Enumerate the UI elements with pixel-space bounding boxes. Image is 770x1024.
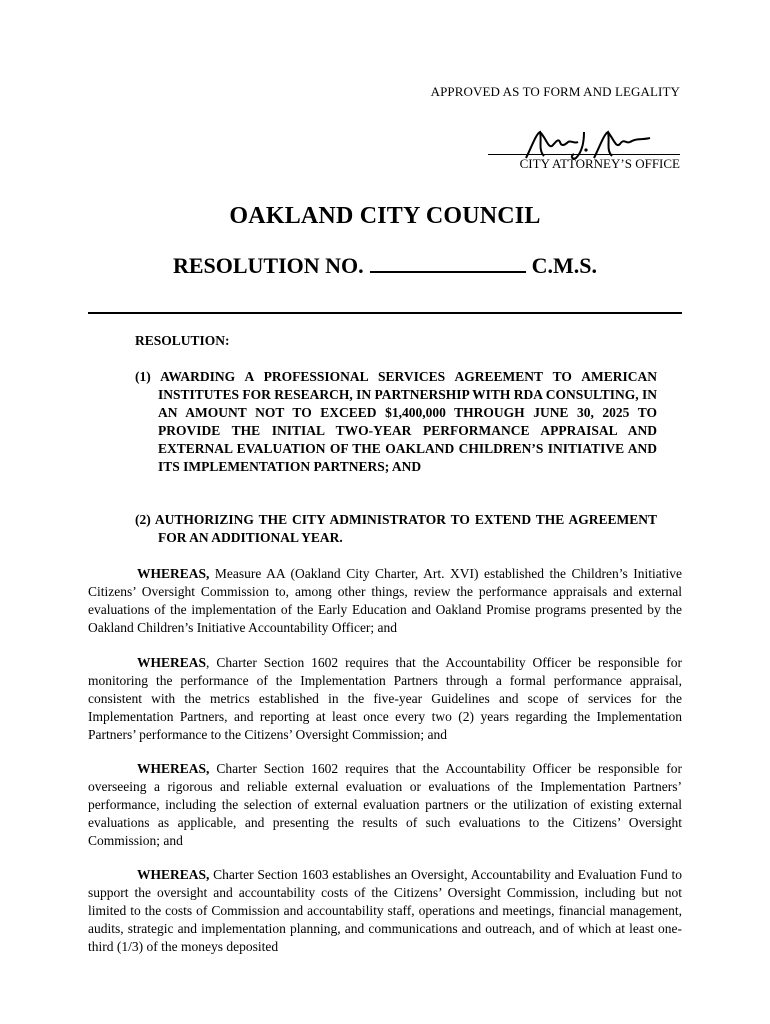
approval-statement: APPROVED AS TO FORM AND LEGALITY <box>430 84 680 99</box>
city-attorney-office: CITY ATTORNEY’S OFFICE <box>519 156 680 171</box>
whereas-paragraph <box>88 565 682 637</box>
council-title: OAKLAND CITY COUNCIL <box>229 203 541 229</box>
resolution-number-suffix: C.M.S. <box>531 253 598 278</box>
whereas-text: , Charter Section 1602 requires that the Accountability Officer be responsible for monitoring the performance of the Implementation Partners through a formal performance appraisal, consistent with the metrics established in the five-year Guidelines and scope of services for the Implementation Partners, and reporting at least once every two (2) years regarding the Implementation Partners’ performance to the Citizens’ Oversight Commission; and <box>88 655 682 742</box>
whereas-lead: WHEREAS, <box>137 761 210 776</box>
whereas-lead: WHEREAS, <box>137 566 210 581</box>
resolution-item: (2) AUTHORIZING THE CITY ADMINISTRATOR TO EXTEND THE AGREEMENT FOR AN ADDITIONAL YEAR. <box>135 512 657 545</box>
whereas-paragraph <box>88 654 682 744</box>
whereas-lead: WHEREAS <box>137 655 207 670</box>
title-divider <box>88 312 682 314</box>
resolution-number-line <box>0 253 770 279</box>
whereas-paragraph <box>88 866 682 956</box>
whereas-text: Measure AA (Oakland City Charter, Art. XVI) established the Children’s Initiative Citizens’ Oversight Commission to, among other things, review the performance appraisals and external evaluations of the implementation of the Early Education and Oakland Promise programs presented by the Oakland Children’s Initiative Accountability Officer; and <box>88 566 682 635</box>
resolution-item: (1) AWARDING A PROFESSIONAL SERVICES AGREEMENT TO AMERICAN INSTITUTES FOR RESEARCH, IN PARTNERSHIP WITH RDA CONSULTING, IN AN AMOUNT NOT TO EXCEED $1,400,000 THROUGH JUNE 30, 2025 TO PROVIDE THE INITIAL TWO-YEAR PERFORMANCE APPRAISAL AND EXTERNAL EVALUATION OF THE OAKLAND CHILDREN’S INITIATIVE AND ITS IMPLEMENTATION PARTNERS; AND <box>135 369 657 474</box>
resolution-label: RESOLUTION: <box>135 333 230 348</box>
resolution-number-prefix: RESOLUTION NO. <box>172 253 364 278</box>
resolution-number-blank <box>370 253 526 273</box>
whereas-paragraph <box>88 760 682 850</box>
whereas-text: Charter Section 1602 requires that the Accountability Officer be responsible for overseeing a rigorous and reliable external evaluation or evaluations of the Implementation Partners’ performance, including the selection of external evaluation partners or the utilization of existing external evaluations as applicable, and presenting the results of such evaluations to the Citizens’ Oversight Commission; and <box>88 761 682 848</box>
whereas-lead: WHEREAS, <box>137 867 210 882</box>
whereas-text: Charter Section 1603 establishes an Oversight, Accountability and Evaluation Fund to support the oversight and accountability costs of the Citizens’ Oversight Commission, including but not limited to the costs of Commission and accountability staff, operations and meetings, financial management, audits, strategic and implementation planning, and communications and outreach, and of which at least one-third (1/3) of the moneys deposited <box>88 867 682 954</box>
